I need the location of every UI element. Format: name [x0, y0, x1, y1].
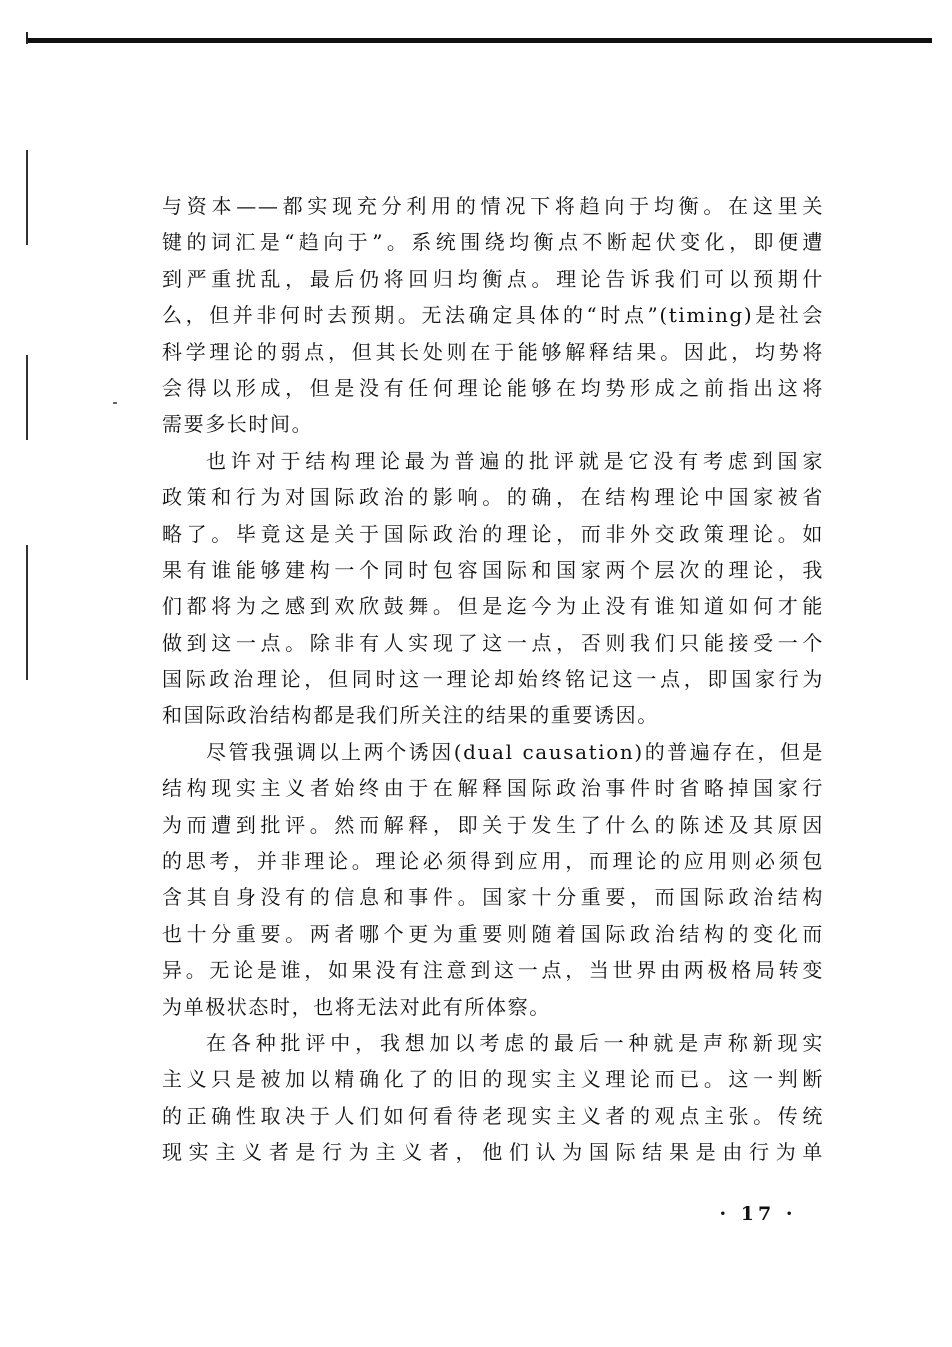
margin-speck	[113, 402, 117, 404]
text-line: 们都将为之感到欢欣鼓舞。但是迄今为止没有谁知道如何才能	[162, 594, 824, 619]
text-line: 和国际政治结构都是我们所关注的结果的重要诱因。	[162, 703, 659, 728]
text-line: 需要多长时间。	[162, 412, 314, 437]
text-line: 做到这一点。除非有人实现了这一点，否则我们只能接受一个	[162, 630, 824, 655]
paragraph	[162, 443, 824, 734]
text-line: 现实主义者是行为主义者，他们认为国际结果是由行为单	[162, 1140, 824, 1165]
margin-mark	[26, 545, 28, 680]
text-line: 果有谁能够建构一个同时包容国际和国家两个层次的理论，我	[162, 557, 824, 582]
header-rule	[28, 38, 932, 43]
text-line: 么，但并非何时去预期。无法确定具体的“时点”(timing)是社会	[162, 303, 824, 328]
text-line: 结构现实主义者始终由于在解释国际政治事件时省略掉国家行	[162, 776, 824, 801]
margin-mark	[26, 150, 28, 245]
text-line: 键的词汇是“趋向于”。系统围绕均衡点不断起伏变化，即便遭	[162, 230, 824, 255]
text-line: 的思考，并非理论。理论必须得到应用，而理论的应用则必须包	[162, 849, 824, 874]
page-number: · 17 ·	[719, 1203, 797, 1225]
text-line: 到严重扰乱，最后仍将回归均衡点。理论告诉我们可以预期什	[162, 266, 824, 291]
text-line: 会得以形成，但是没有任何理论能够在均势形成之前指出这将	[162, 375, 824, 400]
text-line: 国际政治理论，但同时这一理论却始终铭记这一点，即国家行为	[162, 667, 824, 692]
paragraph	[162, 1025, 824, 1171]
margin-mark	[26, 355, 28, 440]
text-line: 与资本——都实现充分利用的情况下将趋向于均衡。在这里关	[162, 194, 824, 218]
paragraph	[162, 734, 824, 1025]
body-text	[162, 188, 824, 1171]
text-line: 也许对于结构理论最为普遍的批评就是它没有考虑到国家	[206, 448, 824, 473]
text-line: 科学理论的弱点，但其长处则在于能够解释结果。因此，均势将	[162, 339, 824, 364]
text-line: 含其自身没有的信息和事件。国家十分重要，而国际政治结构	[162, 885, 824, 910]
text-line: 在各种批评中，我想加以考虑的最后一种就是声称新现实	[206, 1030, 824, 1055]
text-line: 异。无论是谁，如果没有注意到这一点，当世界由两极格局转变	[162, 958, 824, 983]
text-line: 的正确性取决于人们如何看待老现实主义者的观点主张。传统	[162, 1103, 824, 1128]
text-line: 尽管我强调以上两个诱因(dual causation)的普遍存在，但是	[206, 739, 824, 764]
text-line: 主义只是被加以精确化了的旧的现实主义理论而已。这一判断	[162, 1067, 824, 1092]
text-line: 略了。毕竟这是关于国际政治的理论，而非外交政策理论。如	[162, 521, 824, 546]
paragraph	[162, 188, 824, 443]
text-line: 也十分重要。两者哪个更为重要则随着国际政治结构的变化而	[162, 921, 824, 946]
text-line: 为而遭到批评。然而解释，即关于发生了什么的陈述及其原因	[162, 812, 824, 837]
text-line: 为单极状态时，也将无法对此有所体察。	[162, 994, 551, 1019]
text-line: 政策和行为对国际政治的影响。的确，在结构理论中国家被省	[162, 485, 824, 510]
